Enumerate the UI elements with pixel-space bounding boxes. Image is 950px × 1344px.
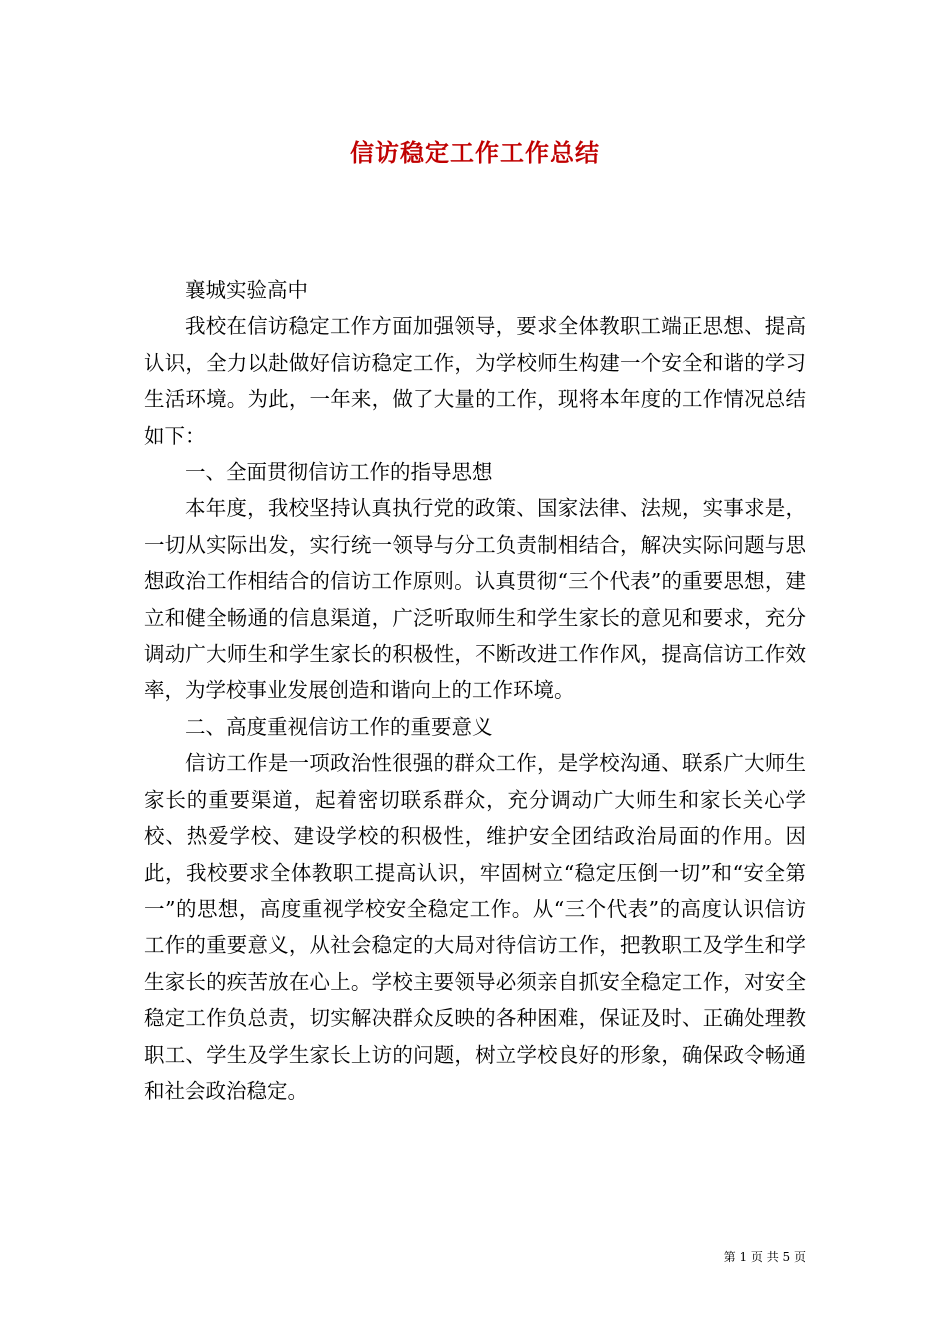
intro-paragraph: 我校在信访稳定工作方面加强领导，要求全体教职工端正思想、提高认识，全力以赴做好信访稳定工作，为学校师生构建一个安全和谐的学习生活环境。为此，一年来，做了大量的工作，现将本年度的工作情况总结如下： — [144, 314, 806, 448]
section-1-paragraph: 本年度，我校坚持认真执行党的政策、国家法律、法规，实事求是，一切从实际出发，实行统一领导与分工负责制相结合，解决实际问题与思想政治工作相结合的信访工作原则。认真贯彻“三个代表”的重要思想，建立和健全畅通的信息渠道，广泛听取师生和学生家长的意见和要求，充分调动广大师生和学生家长的积极性，不断改进工作作风，提高信访工作效率，为学校事业发展创造和谐向上的工作环境。 — [144, 496, 806, 703]
document-title: 信访稳定工作工作总结 — [350, 138, 600, 167]
section-heading-2: 二、高度重视信访工作的重要意义 — [185, 714, 493, 739]
section-2-paragraph: 信访工作是一项政治性很强的群众工作，是学校沟通、联系广大师生家长的重要渠道，起着密切联系群众，充分调动广大师生和家长关心学校、热爱学校、建设学校的积极性，维护安全团结政治局面的作用。因此，我校要求全体教职工提高认识，牢固树立“稳定压倒一切”和“安全第一”的思想，高度重视学校安全稳定工作。从“三个代表”的高度认识信访工作的重要意义，从社会稳定的大局对待信访工作，把教职工及学生和学生家长的疾苦放在心上。学校主要领导必须亲自抓安全稳定工作，对安全稳定工作负总责，切实解决群众反映的各种困难，保证及时、正确处理教职工、学生及学生家长上访的问题，树立学校良好的形象，确保政令畅通和社会政治稳定。 — [144, 751, 806, 1103]
page-number: 第 1 页 共 5 页 — [723, 1250, 806, 1264]
section-heading-1: 一、全面贯彻信访工作的指导思想 — [185, 460, 493, 485]
school-name: 襄城实验高中 — [185, 278, 308, 302]
document-body — [144, 272, 806, 1109]
